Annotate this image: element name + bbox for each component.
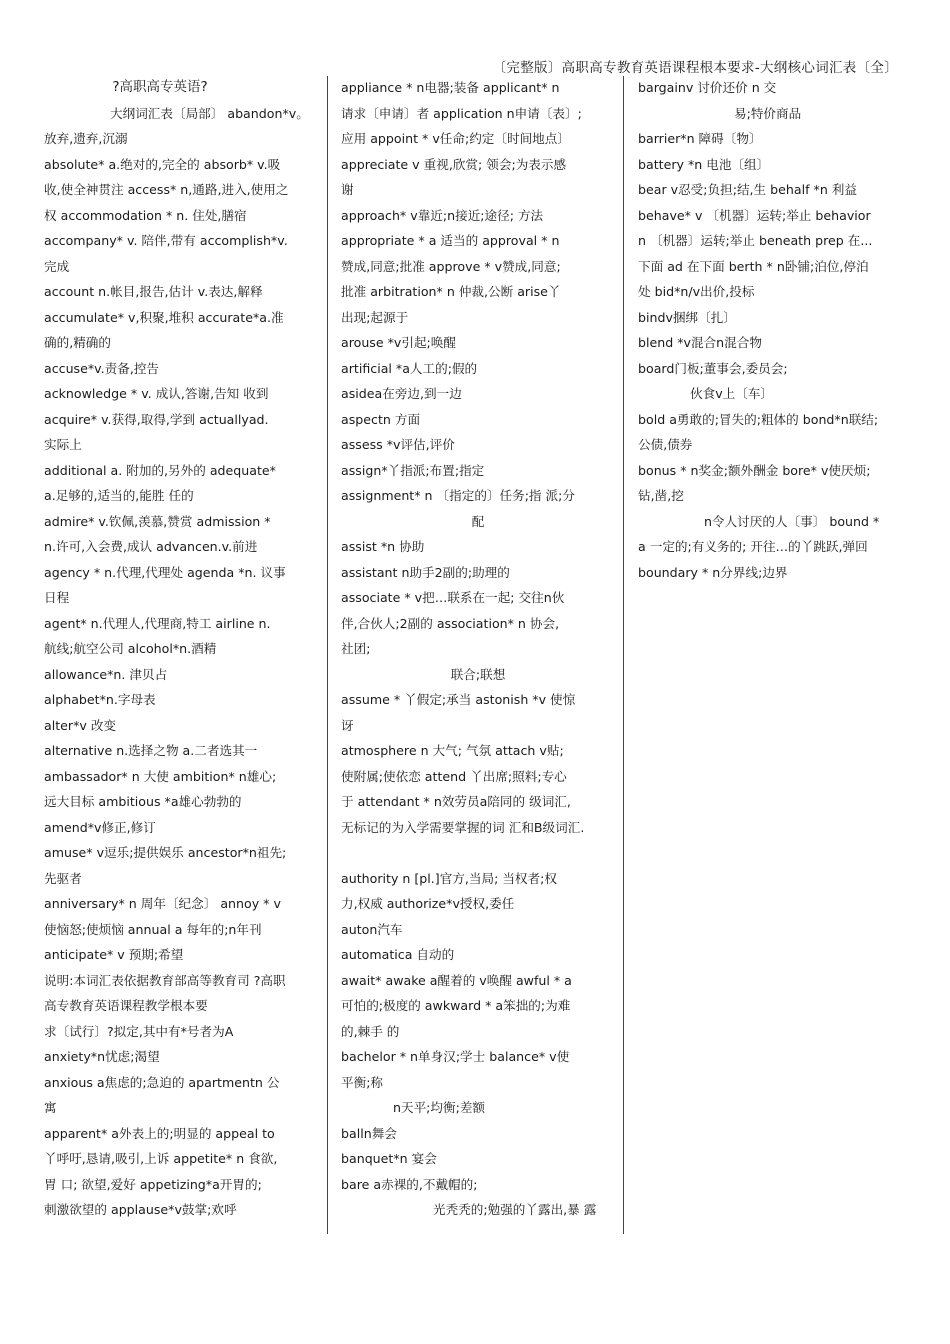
text-line: bonus * n奖金;额外酬金 bore* v使厌烦; [638,462,871,478]
text-line: aspectn 方面 [341,411,421,427]
text-line: approach* v靠近;n接近;途径; 方法 [341,207,544,223]
text-line: appropriate * a 适当的 approval * n [341,233,560,248]
text-line: appliance * n电器;装备 applicant* n [341,80,560,95]
text-line: automatica 自动的 [341,947,455,962]
text-line: bindv捆绑〔扎〕 [638,309,736,325]
text-line: artificial *a人工的;假的 [341,360,478,376]
text-line: banquet*n 宴会 [341,1151,437,1166]
text-line: allowance*n. 津贝占 [44,666,168,682]
text-line: assess *v评估,评价 [341,437,455,452]
text-line: alter*v 改变 [44,717,117,733]
text-line: 日程 [44,590,70,605]
text-line: bold a勇敢的;冒失的;粗体的 bond*n联结; [638,411,879,427]
text-line: accumulate* v,积聚,堆积 accurate*a.准 [44,309,284,325]
text-line: assist *n 协助 [341,539,425,554]
text-line: 寓 [44,1100,57,1115]
text-line: 远大目标 ambitious *a雄心勃勃的 [44,794,242,809]
text-line: 请求〔申请〕者 application n申请〔表〕; [341,105,582,121]
text-line: 放弃,遗弃,沉溺 [44,131,128,146]
text-line: 说明:本词汇表依据教育部高等教育司 ?高职 [44,972,286,988]
text-line: 公债,债券 [638,437,693,452]
column-3 [638,75,910,585]
text-line: apparent* a外表上的;明显的 appeal to [44,1125,275,1141]
text-line: 实际上 [44,437,82,452]
text-line: asidea在旁边,到一边 [341,386,462,401]
text-line: 完成 [44,258,70,274]
text-line: 的,棘手 的 [341,1023,400,1039]
text-line: n令人讨厌的人〔事〕 bound * [704,513,880,529]
text-line: bear v忍受;负担;结,生 behalf *n 利益 [638,182,857,197]
text-line: alternative n.选择之物 a.二者选其一 [44,743,258,758]
text-line: 确的,精确的 [44,335,111,350]
text-line: 胃 口; 欲望,爱好 appetizing*a开胃的; [44,1176,262,1192]
text-line: 钻,凿,挖 [638,488,684,503]
page-header: 〔完整版〕高职高专教育英语课程根本要求-大纲核心词汇表〔全〕 [492,60,898,76]
text-line: 权 accommodation * n. 住处,膳宿 [44,207,247,223]
text-line: assume * 丫假定;承当 astonish *v 使惊 [341,692,576,707]
text-line: anticipate* v 预期;希望 [44,947,184,962]
text-line: authority n [pl.]官方,当局; 当权者;权 [341,870,557,886]
text-line: associate * v把…联系在一起; 交往n伙 [341,590,565,605]
column-divider [327,76,328,1234]
text-line: admire* v.钦佩,羡慕,赞赏 admission * [44,513,271,529]
text-line: blend *v混合n混合物 [638,335,762,350]
text-line: auton汽车 [341,921,403,937]
text-line: amend*v修正,修订 [44,819,156,835]
text-line: 伙食v上〔车〕 [690,386,774,401]
text-line: 社团; [341,641,371,656]
column-2 [341,75,615,1223]
text-line: n.许可,入会费,成认 advancen.v.前进 [44,539,258,554]
document-title: ?高职高专英语? [112,79,208,95]
text-line: 先驱者 [44,870,82,886]
text-line: battery *n 电池〔组〕 [638,156,770,172]
text-line: additional a. 附加的,另外的 adequate* [44,462,276,478]
text-line: 可怕的;极度的 awkward * a笨拙的;为难 [341,998,571,1013]
text-line: 平衡;称 [341,1074,384,1090]
text-line: 航线;航空公司 alcohol*n.酒精 [44,641,217,656]
text-line: await* awake a醒着的 v唤醒 awful * a [341,972,572,988]
text-line: anniversary* n 周年〔纪念〕 annoy * v [44,896,281,911]
text-line: bargainv 讨价还价 n 交 [638,80,777,95]
text-line: a 一定的;有义务的; 开往…的丫跳跃,弹回 [638,539,868,554]
text-line: 出现;起源于 [341,309,409,325]
text-line: agent* n.代理人,代理商,特工 airline n. [44,615,271,631]
text-line: accompany* v. 陪伴,带有 accomplish*v. [44,233,288,248]
text-line: assign*丫指派;布置;指定 [341,462,485,478]
text-line: 收,使全神贯注 access* n,通路,进入,使用之 [44,182,289,197]
text-line: ambassador* n 大使 ambition* n雄心; [44,768,277,784]
text-line: behave* v 〔机器〕运转;举止 behavior [638,207,871,223]
text-line: 光秃秃的;勉强的丫露出,暴 露 [433,1202,597,1217]
text-line: 高专教育英语课程教学根本要 [44,998,208,1013]
text-line: 讶 [341,717,354,733]
text-line: barrier*n 障碍〔物〕 [638,131,762,146]
column-divider [623,76,624,1234]
text-line: a.足够的,适当的,能胜 任的 [44,488,194,503]
text-line: 无标记的为入学需要掌握的词 汇和B级词汇. [341,819,585,835]
text-line: atmosphere n 大气; 气氛 attach v贴; [341,743,564,758]
text-line: boundary * n分界线;边界 [638,564,788,580]
text-line: 赞成,同意;批准 approve * v赞成,同意; [341,258,561,274]
text-line: amuse* v逗乐;提供娱乐 ancestor*n祖先; [44,845,287,860]
blank-line [341,840,615,866]
text-line: 刺激欲望的 applause*v鼓掌;欢呼 [44,1202,237,1217]
text-line: alphabet*n.字母表 [44,692,156,707]
text-line: bachelor * n单身汉;学士 balance* v使 [341,1049,570,1064]
text-line: 大纲词汇表〔局部〕 abandon*v。 [110,105,309,121]
text-line: account n.帐目,报告,估计 v.表达,解释 [44,284,263,299]
text-line: bare a赤裸的,不戴帽的; [341,1176,478,1192]
text-line: board门板;董事会,委员会; [638,360,788,376]
text-line: 使附属;使依恋 attend 丫出席;照料;专心 [341,768,567,784]
text-line: acknowledge * v. 成认,答谢,告知 收到 [44,386,269,401]
column-1 [44,75,316,1223]
text-line: 应用 appoint * v任命;约定〔时间地点〕 [341,131,570,146]
text-line: acquire* v.获得,取得,学到 actuallyad. [44,411,269,427]
text-line: 易;特价商品 [734,105,802,121]
text-line: 伴,合伙人;2副的 association* n 协会, [341,615,560,631]
text-line: assistant n助手2副的;助理的 [341,564,510,580]
text-line: n天平;均衡;差额 [393,1100,486,1115]
text-line: appreciate v 重视,欣赏; 领会;为表示感 [341,156,567,172]
text-line: balln舞会 [341,1125,397,1141]
text-line: 使恼怒;使烦恼 annual a 每年的;n年刊 [44,921,262,937]
text-line: 于 attendant * n效劳员a陪同的 级词汇, [341,794,571,809]
text-line: 联合;联想 [450,666,506,682]
text-line: agency * n.代理,代理处 agenda *n. 议事 [44,564,286,580]
text-line: 处 bid*n/v出价,投标 [638,284,755,299]
text-line: n 〔机器〕运转;举止 beneath prep 在... [638,233,873,248]
text-line: 配 [471,513,485,529]
text-line: arouse *v引起;唤醒 [341,335,456,350]
text-line: 谢 [341,182,354,197]
text-line: assignment* n 〔指定的〕任务;指 派;分 [341,488,575,503]
text-line: 力,权威 authorize*v授权,委任 [341,896,515,911]
text-line: 下面 ad 在下面 berth * n卧铺;泊位,停泊 [638,258,869,274]
text-line: accuse*v.责备,控告 [44,360,160,376]
text-line: anxiety*n忧虑;渴望 [44,1049,160,1064]
text-line: absolute* a.绝对的,完全的 absorb* v.吸 [44,156,281,172]
text-line: 求〔试行〕?拟定,其中有*号者为A [44,1023,234,1039]
text-line: 批准 arbitration* n 仲裁,公断 arise丫 [341,284,561,299]
text-line: anxious a焦虑的;急迫的 apartmentn 公 [44,1074,280,1090]
text-line: 丫呼吁,恳请,吸引,上诉 appetite* n 食欲, [44,1151,278,1166]
